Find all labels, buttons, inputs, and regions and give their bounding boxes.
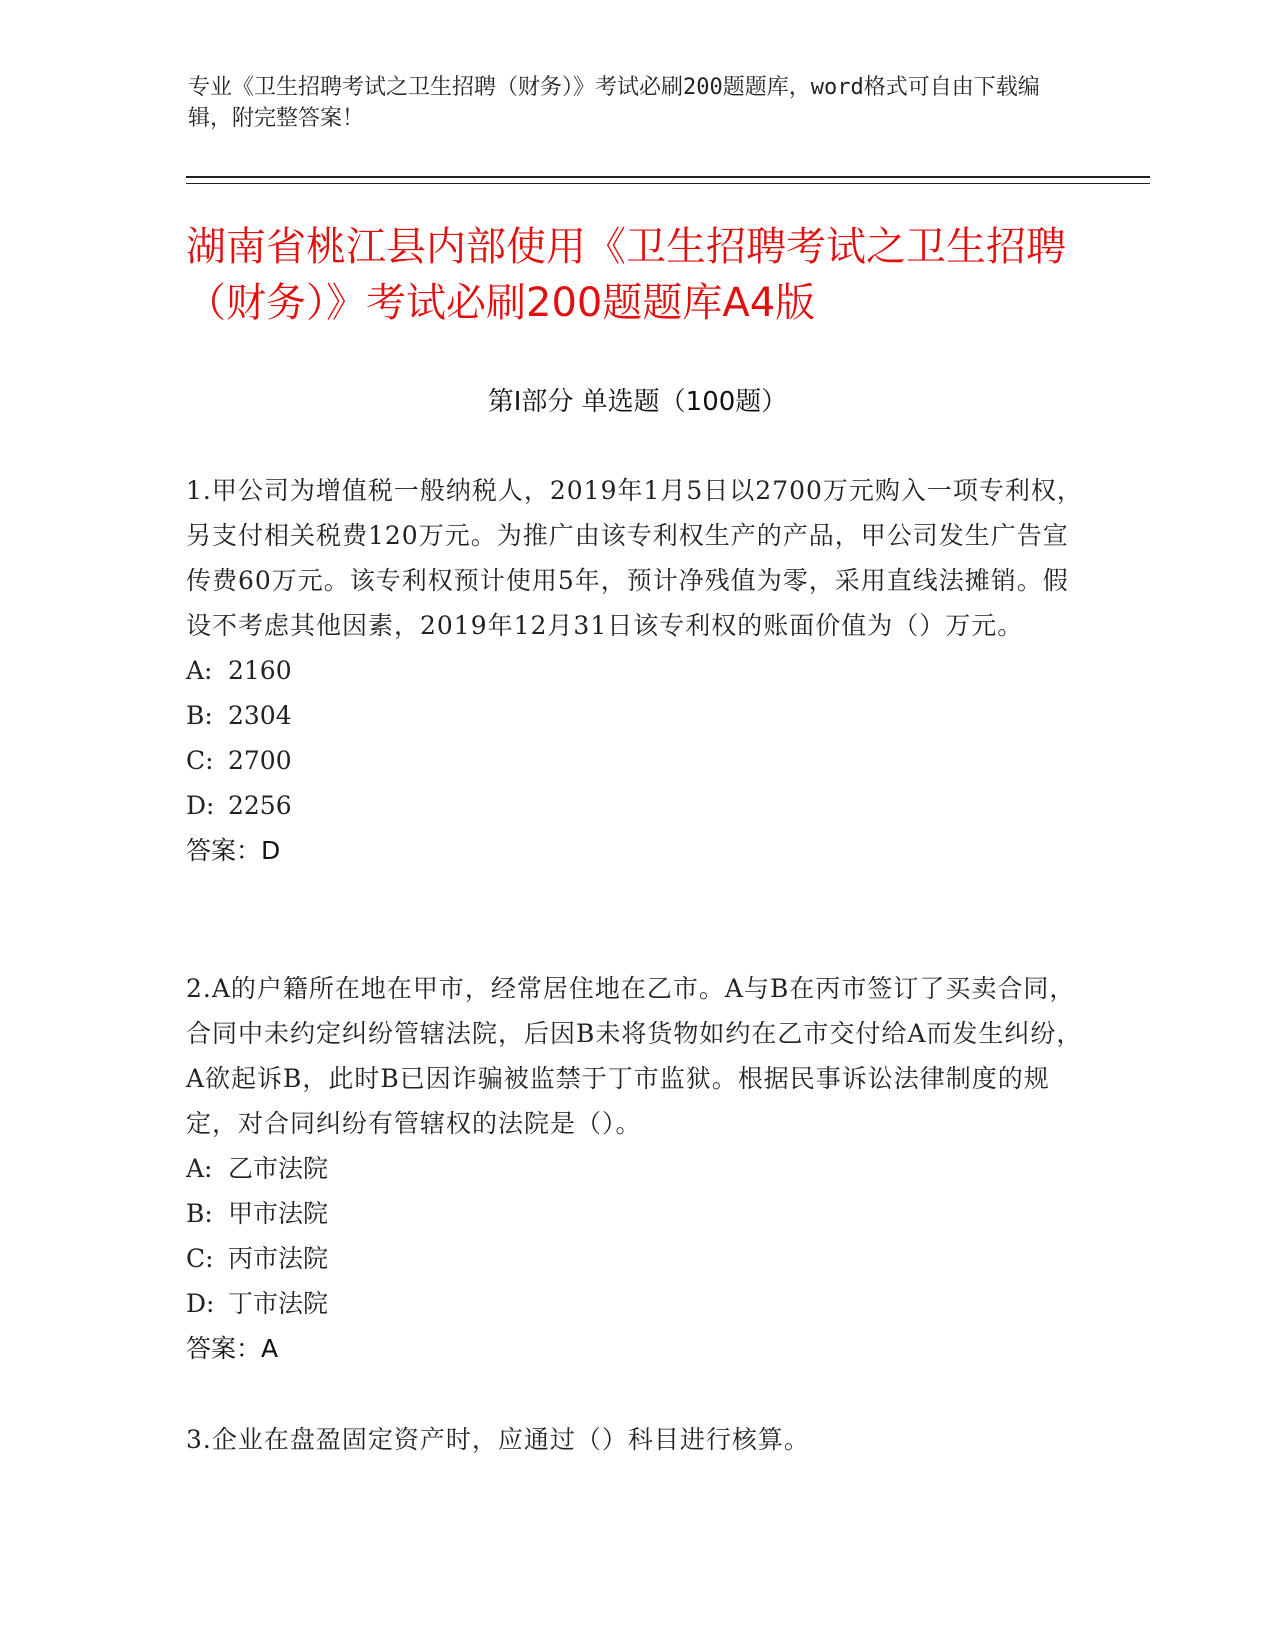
- option-letter: A:: [186, 656, 213, 685]
- option-letter: C:: [186, 746, 214, 775]
- option-letter: B:: [186, 701, 213, 730]
- document-title: 湖南省桃江县内部使用《卫生招聘考试之卫生招聘（财务）》考试必刷200题题库A4版: [186, 224, 1066, 326]
- option-text: 丙市法院: [228, 1244, 329, 1273]
- question-stem: 3.企业在盘盈固定资产时，应通过（）科目进行核算。: [186, 1425, 810, 1454]
- option-c: [186, 738, 1086, 783]
- question-stem: 1.甲公司为增值税一般纳税人，2019年1月5日以2700万元购入一项专利权，另支付相关税费120万元。为推广由该专利权生产的产品，甲公司发生广告宣传费60万元。该专利权预计使用5年，预计净残值为零，采用直线法摊销。假设不考虑其他因素，2019年12月31日该专利权的账面价值为（）万元。: [186, 476, 1083, 640]
- header-divider-thin: [186, 183, 1150, 184]
- option-b: [186, 1191, 1086, 1236]
- option-letter: C:: [186, 1244, 214, 1273]
- option-text: 2304: [228, 701, 292, 730]
- question-stem: 2.A的户籍所在地在甲市，经常居住地在乙市。A与B在丙市签订了买卖合同，合同中未约定纠纷管辖法院，后因B未将货物如约在乙市交付给A而发生纠纷，A欲起诉B，此时B已因诈骗被监禁于丁市监狱。根据民事诉讼法律制度的规定，对合同纠纷有管辖权的法院是（）。: [186, 974, 1083, 1138]
- option-letter: A:: [186, 1154, 213, 1183]
- option-text: 2256: [228, 791, 292, 820]
- option-letter: D:: [186, 1289, 215, 1318]
- option-text: 2700: [228, 746, 292, 775]
- header-note: 专业《卫生招聘考试之卫生招聘（财务）》考试必刷200题题库，word格式可自由下载编辑，附完整答案！: [188, 75, 1040, 131]
- option-text: 丁市法院: [228, 1289, 329, 1318]
- section-heading: 第Ⅰ部分 单选题（100题）: [487, 387, 788, 417]
- option-letter: B:: [186, 1199, 213, 1228]
- option-d: [186, 1281, 1086, 1326]
- question-1: [186, 468, 1086, 873]
- answer-line: 答案：D: [186, 836, 281, 865]
- question-2: [186, 966, 1086, 1371]
- answer-line: 答案：A: [186, 1334, 279, 1363]
- option-c: [186, 1236, 1086, 1281]
- option-text: 2160: [228, 656, 292, 685]
- option-a: [186, 648, 1086, 693]
- header-divider-thick: [186, 176, 1150, 178]
- option-a: [186, 1146, 1086, 1191]
- option-text: 乙市法院: [228, 1154, 329, 1183]
- option-letter: D:: [186, 791, 215, 820]
- option-text: 甲市法院: [228, 1199, 329, 1228]
- question-3: [186, 1417, 1086, 1462]
- option-d: [186, 783, 1086, 828]
- option-b: [186, 693, 1086, 738]
